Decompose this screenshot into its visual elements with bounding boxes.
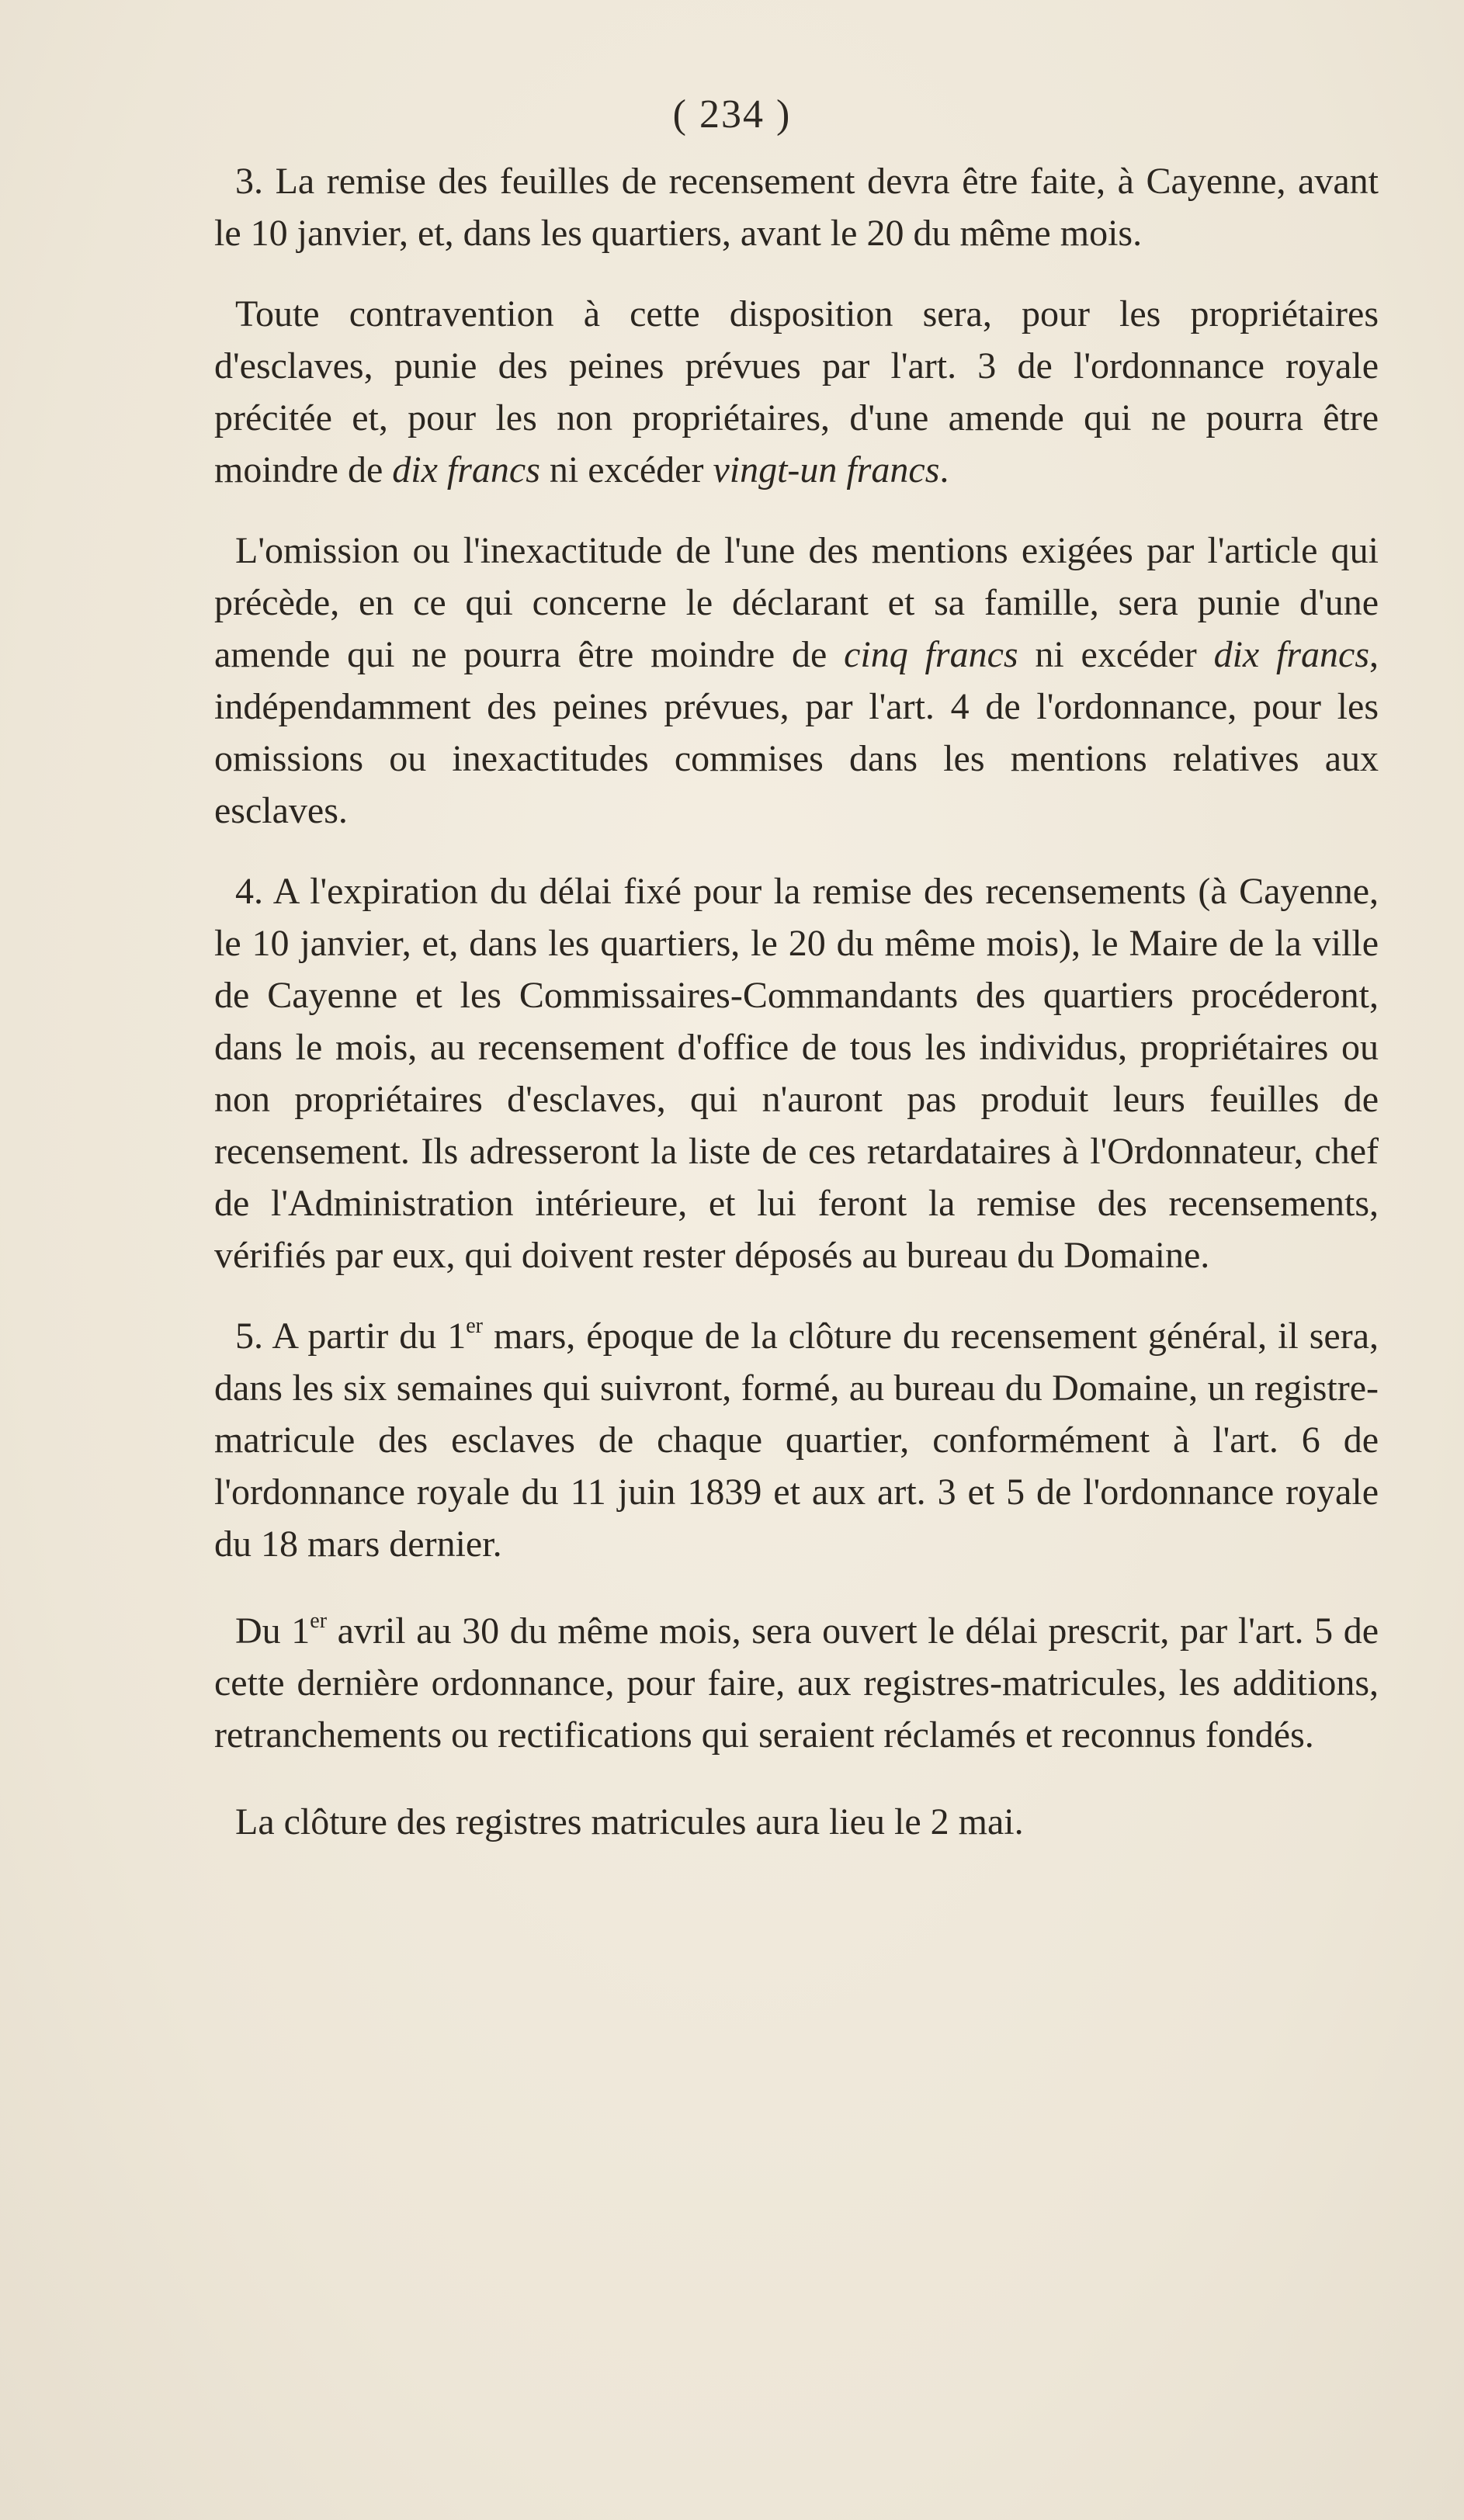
superscript: er [310,1609,328,1633]
italic-phrase: vingt-un francs [713,449,940,490]
paragraph-art-5 [214,1310,1379,1570]
text-run: Toute contravention à cette disposition sera, pour les propriétaires d'esclaves, punie des peines prévues par l'art. 3 de l'ordonnance royale précitée et, pour les non propriétaires, d'une amende qui ne pourra être moindre de [214,293,1379,490]
text-run: mars, époque de la clôture du recensement général, il sera, dans les six semaines qui suivront, formé, au bureau du Domaine, un registre-matricule des esclaves de chaque quartier, conformément à l'art. 6 de l'ordonnance royale du 11 juin 1839 et aux art. 3 et 5 de l'ordonnance royale du 18 mars dernier. [214,1315,1379,1565]
text-run: 3. La remise des feuilles de recensement devra être faite, à Cayenne, avant le 10 janvier, et, dans les quartiers, avant le 20 du même mois. [214,161,1379,254]
paragraph-avril [214,1605,1379,1761]
italic-phrase: cinq francs [844,634,1018,675]
text-run: avril au 30 du même mois, sera ouvert le délai prescrit, par l'art. 5 de cette dernière ordonnance, pour faire, aux registres-matricules, les additions, retranchements ou rectifications qui seraient réclamés et reconnus fondés. [214,1610,1379,1756]
text-run: 5. A partir du 1 [235,1315,467,1357]
text-run: La clôture des registres matricules aura lieu le 2 mai. [235,1801,1024,1842]
paragraph-cloture [214,1796,1379,1848]
text-run: . [939,449,949,490]
text-run: , indépendamment des peines prévues, par l'art. 4 de l'ordonnance, pour les omissions ou inexactitudes commises dans les mentions relatives aux esclaves. [214,634,1379,831]
text-run: ni excéder [1018,634,1214,675]
superscript: er [466,1314,484,1338]
page-number: ( 234 ) [672,92,792,137]
text-run: ni excéder [539,449,713,490]
text-run: L'omission ou l'inexactitude de l'une des mentions exigées par l'article qui précède, en ce qui concerne le déclarant et sa famille, sera punie d'une amende qui ne pourra être moindre de [214,530,1379,675]
paragraph-contravention [214,288,1379,496]
text-run: Du 1 [235,1610,310,1652]
text-run: 4. A l'expiration du délai fixé pour la remise des recensements (à Cayenne, le 10 janvier, et, dans les quartiers, le 20 du même mois), le Maire de la ville de Cayenne et les Commissaires-Commandants des quartiers procéderont, dans le mois, au recensement d'office de tous les individus, propriétaires ou non propriétaires d'esclaves, qui n'auront pas produit leurs feuilles de recensement. Ils adresseront la liste de ces retardataires à l'Ordonnateur, chef de l'Administration intérieure, et lui feront la remise des recensements, vérifiés par eux, qui doivent rester déposés au bureau du Domaine. [214,871,1379,1276]
italic-phrase: dix francs [392,449,540,490]
paragraph-art-3 [214,155,1379,259]
paragraph-omission [214,525,1379,837]
paragraph-art-4 [214,865,1379,1281]
body-text [214,155,1379,1877]
italic-phrase: dix francs [1213,634,1370,675]
